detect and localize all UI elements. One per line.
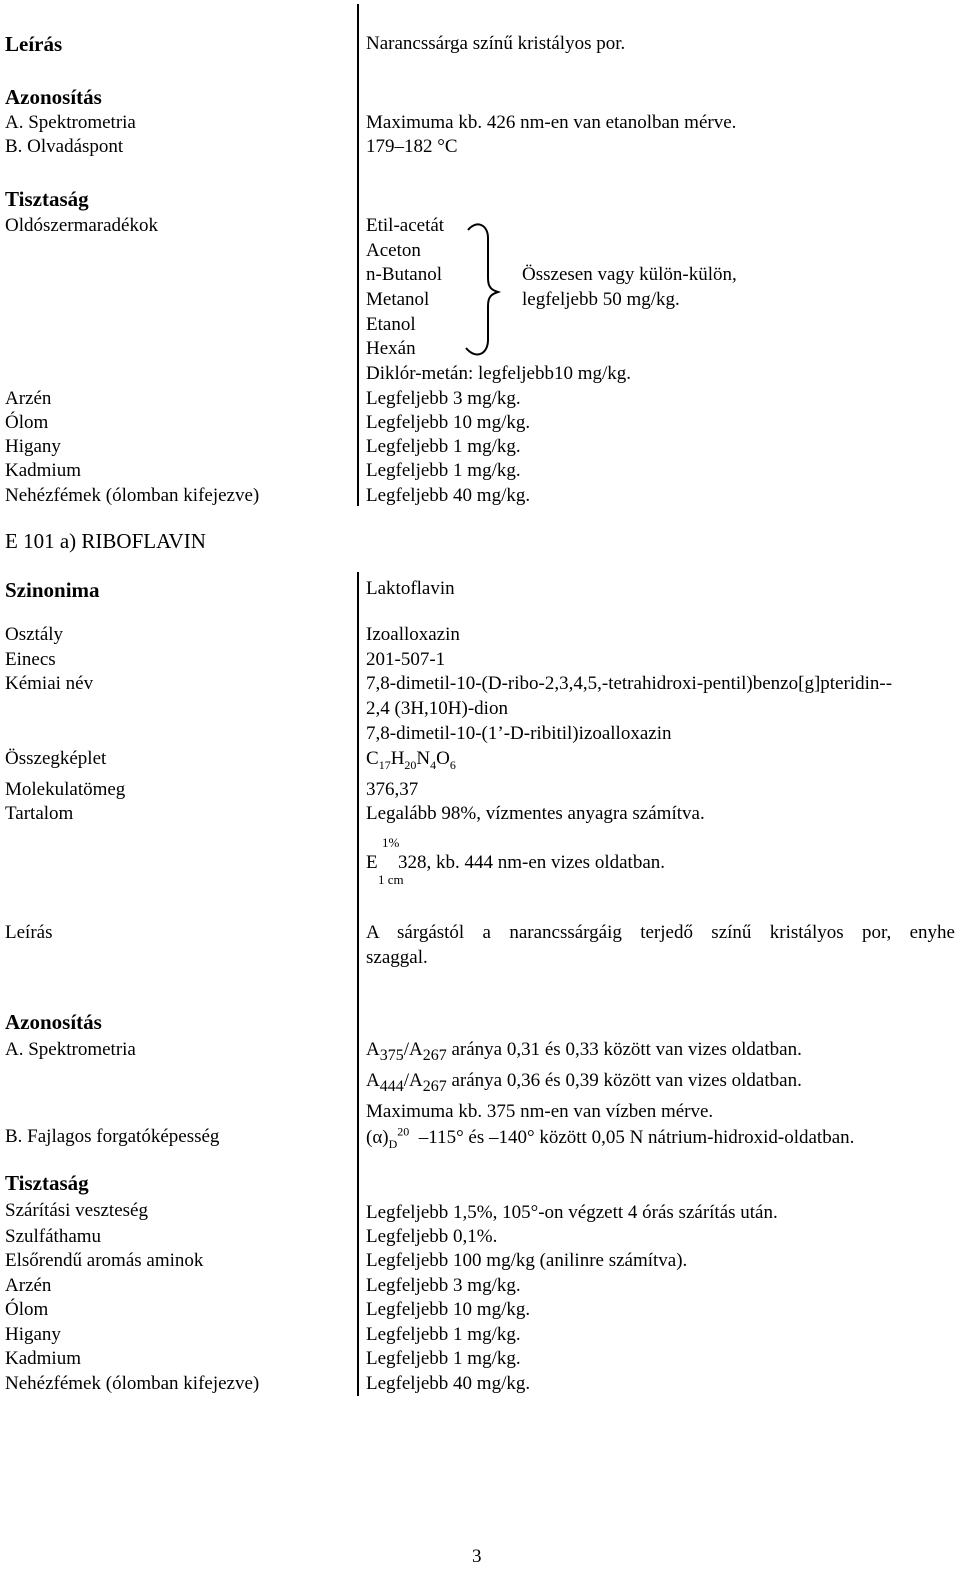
brace-text-line1: Összesen vagy külön-külön, — [522, 264, 737, 285]
kemiai-nev-value-2: 2,4 (3H,10H)-dion — [366, 698, 508, 719]
azonositas-heading: Azonosítás — [5, 85, 102, 109]
metal-label: Ólom — [5, 412, 49, 433]
absorbance-ratio-1: $A_{375}/A_{267}$ aránya 0,31 és 0,33 között van vizes oldatban. — [366, 1039, 802, 1064]
osztaly-label: Osztály — [5, 624, 64, 645]
purity-label: Higany — [5, 1324, 61, 1345]
purity-value: Legfeljebb 10 mg/kg. — [366, 1299, 531, 1320]
metal-value: Legfeljebb 3 mg/kg. — [366, 388, 521, 409]
molekulatomeg-label: Molekulatömeg — [5, 779, 126, 800]
purity-value: Legfeljebb 100 mg/kg (anilinre számítva). — [366, 1250, 688, 1271]
maximum-value: Maximuma kb. 375 nm-en van vízben mérve. — [366, 1101, 714, 1122]
fajlagos-label: B. Fajlagos forgatóképesség — [5, 1126, 220, 1147]
leiras-value-1: A sárgástól a narancssárgáig terjedő színű kristályos por, enyhe — [366, 922, 955, 943]
metal-value: Legfeljebb 1 mg/kg. — [366, 436, 521, 457]
olvadaspont-label: B. Olvadáspont — [5, 136, 124, 157]
purity-value: Legfeljebb 40 mg/kg. — [366, 1373, 531, 1394]
spektrometria-label: A. Spektrometria — [5, 112, 136, 133]
olvadaspont-value: 179–182 °C — [366, 136, 458, 157]
page-number: 3 — [472, 1546, 482, 1567]
metal-label: Nehézfémek (ólomban kifejezve) — [5, 485, 260, 506]
column-divider-bottom — [357, 1000, 359, 1396]
metal-value: Legfeljebb 10 mg/kg. — [366, 412, 531, 433]
extinction-sup: 1% — [382, 835, 400, 850]
column-divider-middle — [357, 572, 359, 1000]
metal-value: Legfeljebb 1 mg/kg. — [366, 460, 521, 481]
diklormetan-value: Diklór-metán: legfeljebb10 mg/kg. — [366, 363, 632, 384]
molekulatomeg-value: 376,37 — [366, 779, 419, 800]
solvent-item: Metanol — [366, 289, 430, 310]
purity-label: Kadmium — [5, 1348, 81, 1369]
azonositas-heading-2: Azonosítás — [5, 1010, 102, 1034]
column-divider-top — [357, 4, 359, 506]
leiras-heading: Leírás — [5, 32, 63, 56]
purity-value: Legfeljebb 1,5%, 105°-on végzett 4 órás szárítás után. — [366, 1202, 778, 1223]
metal-label: Kadmium — [5, 460, 81, 481]
leiras-value-2: szaggal. — [366, 947, 428, 968]
purity-label: Nehézfémek (ólomban kifejezve) — [5, 1373, 260, 1394]
metal-value: Legfeljebb 40 mg/kg. — [366, 485, 531, 506]
solvent-item: Aceton — [366, 240, 421, 261]
szinonima-heading: Szinonima — [5, 578, 100, 602]
purity-label: Szulfáthamu — [5, 1226, 102, 1247]
kemiai-nev-value-3: 7,8-dimetil-10-(1’-D-ribitil)izoalloxazin — [366, 723, 672, 744]
solvent-item: Etanol — [366, 314, 416, 335]
riboflavin-title: E 101 a) RIBOFLAVIN — [5, 529, 206, 553]
fajlagos-value: $(\alpha)_D^{20}$ –115° és –140° között 0,05 N nátrium-hidroxid-oldatban. — [366, 1124, 855, 1151]
einecs-label: Einecs — [5, 649, 56, 670]
brace-text-line2: legfeljebb 50 mg/kg. — [522, 289, 680, 310]
spektrometria-label-2: A. Spektrometria — [5, 1039, 136, 1060]
spektrometria-value: Maximuma kb. 426 nm-en van etanolban mérve. — [366, 112, 737, 133]
solvent-item: n-Butanol — [366, 264, 442, 285]
metal-label: Higany — [5, 436, 61, 457]
oldoszer-label: Oldószermaradékok — [5, 215, 158, 236]
purity-value: Legfeljebb 1 mg/kg. — [366, 1348, 521, 1369]
extinction-sub: 1 cm — [378, 872, 404, 887]
absorbance-ratio-2: $A_{444}/A_{267}$ aránya 0,36 és 0,39 között van vizes oldatban. — [366, 1070, 802, 1095]
leiras-value: Narancssárga színű kristályos por. — [366, 33, 626, 54]
osszegkeplet-value: $C_{17}H_{20}N_4O_6$ — [366, 748, 456, 772]
extinction-value: 328, kb. 444 nm-en vizes oldatban. — [398, 852, 666, 873]
extinction-symbol: E — [366, 852, 378, 873]
tartalom-label: Tartalom — [5, 803, 74, 824]
einecs-value: 201-507-1 — [366, 649, 446, 670]
metal-label: Arzén — [5, 388, 52, 409]
purity-label: Szárítási veszteség — [5, 1200, 148, 1221]
leiras-label: Leírás — [5, 922, 53, 943]
solvent-item: Etil-acetát — [366, 215, 445, 236]
szinonima-value: Laktoflavin — [366, 578, 455, 599]
purity-label: Elsőrendű aromás aminok — [5, 1250, 204, 1271]
kemiai-nev-value-1: 7,8-dimetil-10-(D-ribo-2,3,4,5,-tetrahidroxi-pentil)benzo[g]pteridin-- — [366, 673, 893, 694]
purity-value: Legfeljebb 3 mg/kg. — [366, 1275, 521, 1296]
osszegkeplet-label: Összegképlet — [5, 748, 107, 769]
purity-value: Legfeljebb 1 mg/kg. — [366, 1324, 521, 1345]
solvent-item: Hexán — [366, 338, 416, 359]
purity-label: Ólom — [5, 1299, 49, 1320]
tisztasag-heading-2: Tisztaság — [5, 1171, 89, 1195]
kemiai-nev-label: Kémiai név — [5, 673, 94, 694]
purity-label: Arzén — [5, 1275, 52, 1296]
tartalom-value: Legalább 98%, vízmentes anyagra számítva. — [366, 803, 705, 824]
osztaly-value: Izoalloxazin — [366, 624, 460, 645]
purity-value: Legfeljebb 0,1%. — [366, 1226, 498, 1247]
tisztasag-heading: Tisztaság — [5, 187, 89, 211]
